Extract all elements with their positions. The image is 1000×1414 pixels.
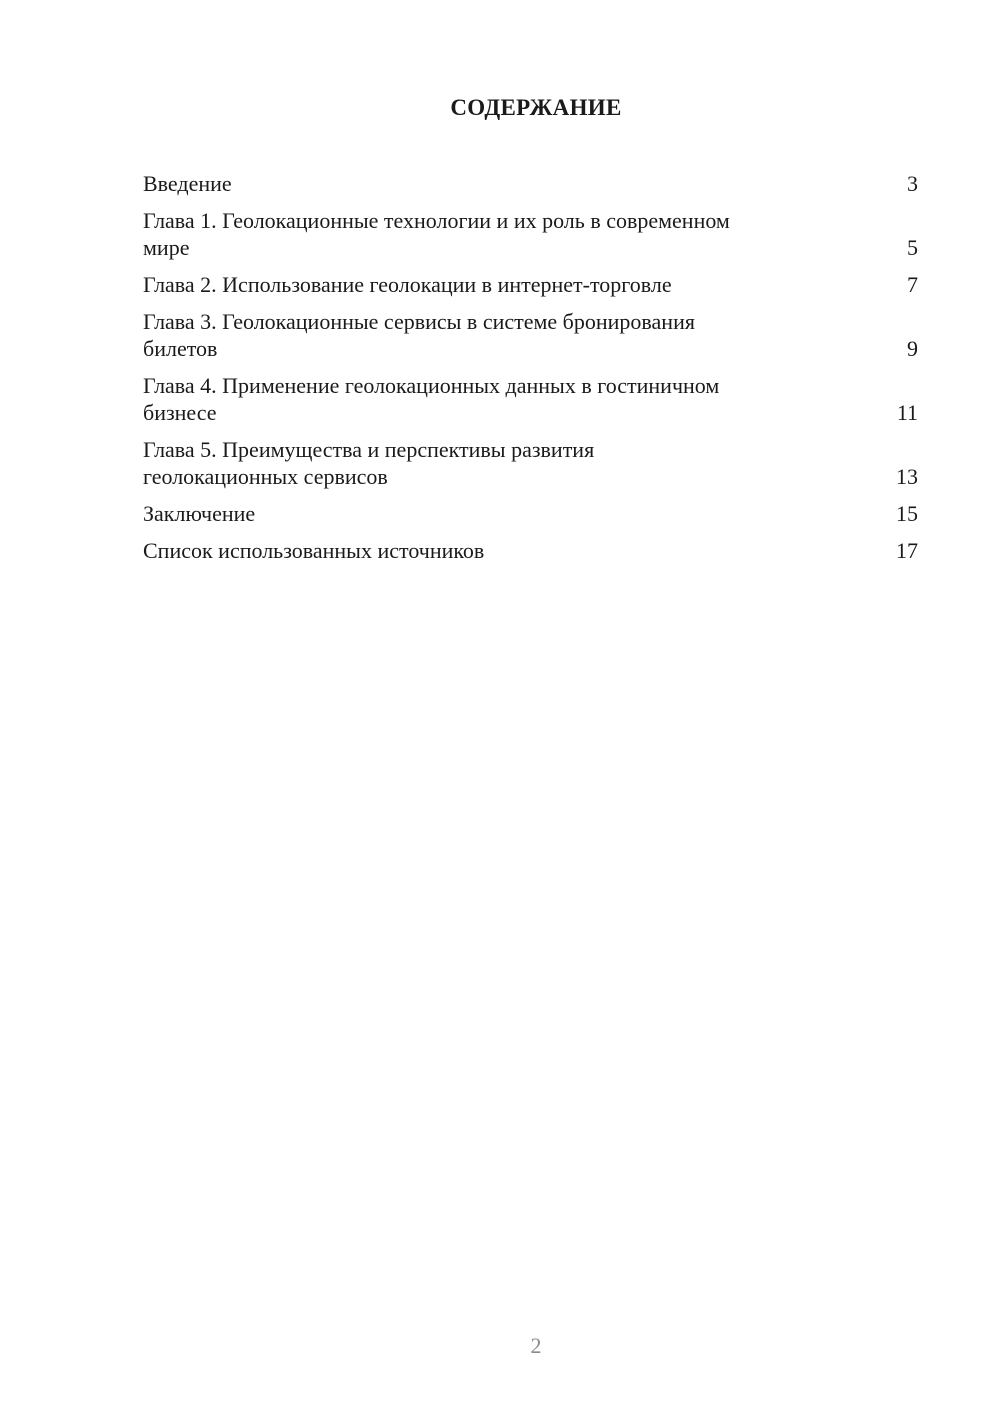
toc-entry-text	[143, 207, 730, 261]
toc-entry-page: 9	[907, 336, 918, 361]
toc-entry-page: 17	[896, 538, 918, 563]
toc-entry-page: 11	[896, 400, 918, 425]
toc-entry-chapter-2	[143, 271, 918, 298]
toc-entry-chapter-4	[143, 372, 918, 426]
toc-entry-line: мире	[143, 235, 190, 260]
toc-entry-chapter-3	[143, 308, 918, 362]
toc-entry-text	[143, 372, 719, 426]
toc-entry-page: 13	[896, 464, 918, 489]
toc-entry-text	[143, 271, 672, 298]
toc-entry-chapter-1	[143, 207, 918, 261]
toc-entry-line: Глава 5. Преимущества и перспективы развития	[143, 437, 595, 462]
toc-entry-introduction	[143, 170, 918, 197]
toc-entry-line: Глава 3. Геолокационные сервисы в системе бронирования	[143, 309, 695, 334]
toc-entry-page: 3	[907, 171, 918, 196]
table-of-contents	[143, 170, 918, 574]
toc-entry-text	[143, 537, 484, 564]
toc-entry-text	[143, 170, 232, 197]
toc-entry-references	[143, 537, 918, 564]
toc-title: СОДЕРЖАНИЕ	[450, 95, 622, 120]
toc-entry-line: Глава 2. Использование геолокации в интернет-торговле	[143, 272, 672, 297]
toc-entry-line: Заключение	[143, 501, 256, 526]
toc-entry-text	[143, 436, 594, 490]
toc-entry-page: 5	[907, 235, 918, 260]
toc-entry-line: билетов	[143, 336, 218, 361]
toc-entry-page: 7	[907, 272, 918, 297]
toc-entry-chapter-5	[143, 436, 918, 490]
page-number: 2	[530, 1333, 542, 1358]
toc-entry-line: Список использованных источников	[143, 538, 485, 563]
toc-entry-line: бизнесе	[143, 400, 217, 425]
toc-entry-line: Глава 4. Применение геолокационных данных в гостиничном	[143, 373, 720, 398]
toc-entry-page: 15	[896, 501, 918, 526]
toc-entry-text	[143, 500, 255, 527]
toc-entry-line: геолокационных сервисов	[143, 464, 388, 489]
toc-entry-conclusion	[143, 500, 918, 527]
toc-entry-line: Введение	[143, 171, 232, 196]
toc-entry-line: Глава 1. Геолокационные технологии и их роль в современном	[143, 208, 730, 233]
toc-entry-text	[143, 308, 695, 362]
